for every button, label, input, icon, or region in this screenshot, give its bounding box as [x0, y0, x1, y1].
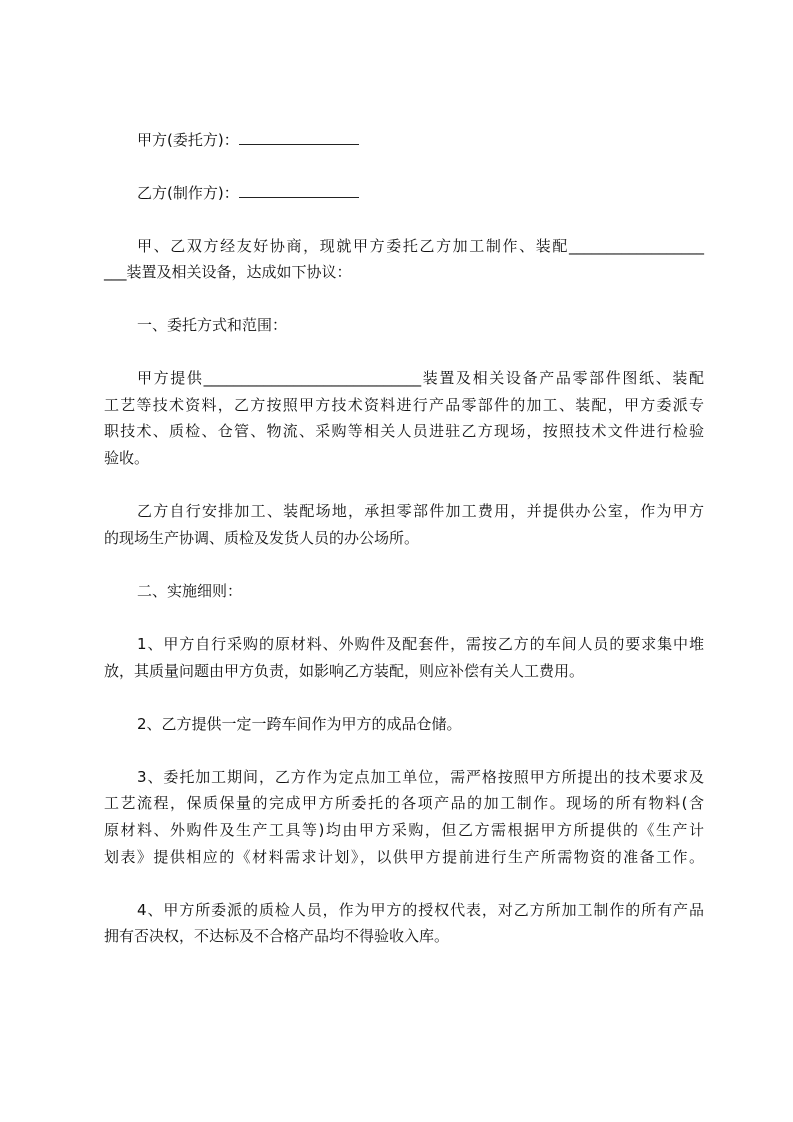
party-a-line	[137, 130, 704, 150]
clause-line: 原材料、外购件及生产工具等)均由甲方采购，但乙方需根据甲方所提供的《生产计	[104, 821, 704, 839]
clause-line: 划表》提供相应的《材料需求计划》，以供甲方提前进行生产所需物资的准备工作。	[104, 848, 704, 866]
party-a-label: 甲方(委托方)：	[137, 131, 239, 149]
party-b-line	[137, 183, 704, 203]
clause-line: 2、乙方提供一定一跨车间作为甲方的成品仓储。	[137, 715, 462, 733]
paragraph-line: 验收。	[104, 449, 150, 467]
paragraph-line: 甲方提供_____________________________装置及相关设备产品零部件图纸、装配	[137, 369, 704, 387]
party-b-blank	[239, 183, 359, 198]
section-heading: 一、委托方式和范围：	[137, 316, 288, 334]
intro-line: ___装置及相关设备，达成如下协议：	[104, 263, 352, 281]
clause-line: 拥有否决权，不达标及不合格产品均不得验收入库。	[104, 927, 450, 945]
intro-line: 甲、乙双方经友好协商，现就甲方委托乙方加工制作、装配__________________	[137, 237, 704, 255]
paragraph-line: 职技术、质检、仓管、物流、采购等相关人员进驻乙方现场，按照技术文件进行检验	[104, 422, 704, 440]
party-a-blank	[239, 130, 359, 145]
party-b-label: 乙方(制作方)：	[137, 184, 239, 202]
paragraph-line: 乙方自行安排加工、装配场地，承担零部件加工费用，并提供办公室，作为甲方	[137, 502, 704, 520]
clause-line: 4、甲方所委派的质检人员，作为甲方的授权代表，对乙方所加工制作的所有产品	[137, 901, 704, 919]
clause-line: 工艺流程，保质保量的完成甲方所委托的各项产品的加工制作。现场的所有物料(含	[104, 794, 704, 812]
paragraph-line: 的现场生产协调、质检及发货人员的办公场所。	[104, 529, 420, 547]
section-heading: 二、实施细则：	[137, 582, 243, 600]
clause-line: 3、委托加工期间，乙方作为定点加工单位，需严格按照甲方所提出的技术要求及	[137, 768, 704, 786]
clause-line: 放，其质量问题由甲方负责，如影响乙方装配，则应补偿有关人工费用。	[104, 662, 585, 680]
paragraph-line: 工艺等技术资料，乙方按照甲方技术资料进行产品零部件的加工、装配，甲方委派专	[104, 396, 704, 414]
clause-line: 1、甲方自行采购的原材料、外购件及配套件，需按乙方的车间人员的要求集中堆	[137, 635, 704, 653]
